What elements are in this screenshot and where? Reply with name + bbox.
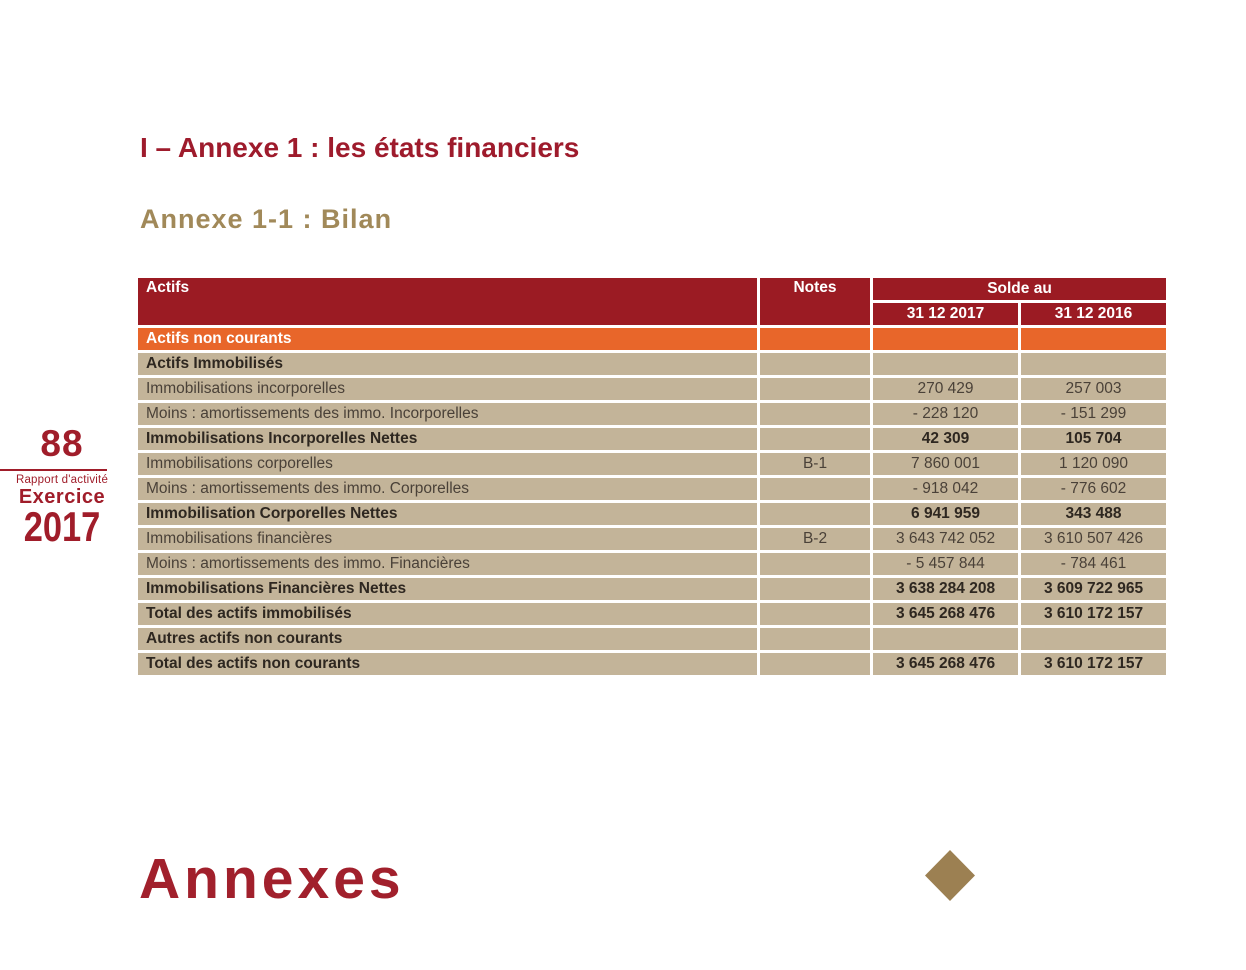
row-notes-cell <box>760 503 870 525</box>
report-year: 2017 <box>23 503 101 550</box>
row-value-2016-cell: - 784 461 <box>1021 553 1166 575</box>
table-row <box>138 503 1166 525</box>
row-label-cell: Immobilisations corporelles <box>138 453 757 475</box>
row-label-cell: Actifs Immobilisés <box>138 353 757 375</box>
row-value-2016-cell: 3 610 507 426 <box>1021 528 1166 550</box>
diamond-icon <box>925 850 975 901</box>
table-row <box>138 628 1166 650</box>
sidebar-divider <box>0 469 107 471</box>
row-notes-cell <box>760 578 870 600</box>
report-name: Rapport d'activité <box>15 474 109 486</box>
chapter-footer-title: Annexes <box>139 847 405 911</box>
row-label-cell: Immobilisation Corporelles Nettes <box>138 503 757 525</box>
row-notes-cell <box>760 628 870 650</box>
row-value-2016-cell: 257 003 <box>1021 378 1166 400</box>
row-value-2017-cell: 3 645 268 476 <box>873 653 1018 675</box>
row-label-cell: Actifs non courants <box>138 328 757 350</box>
row-notes-cell <box>760 603 870 625</box>
row-value-2017-cell: 42 309 <box>873 428 1018 450</box>
row-notes-cell <box>760 428 870 450</box>
row-value-2016-cell <box>1021 353 1166 375</box>
row-notes-cell <box>760 378 870 400</box>
column-header-notes: Notes <box>760 278 870 325</box>
row-value-2016-cell <box>1021 628 1166 650</box>
row-notes-cell: B-2 <box>760 528 870 550</box>
row-value-2017-cell: - 228 120 <box>873 403 1018 425</box>
page-margin-block <box>6 424 118 465</box>
row-value-2017-cell: 6 941 959 <box>873 503 1018 525</box>
column-header-actifs: Actifs <box>138 278 757 325</box>
row-value-2016-cell: 343 488 <box>1021 503 1166 525</box>
row-value-2016-cell: 3 610 172 157 <box>1021 653 1166 675</box>
report-identity-block <box>6 474 118 550</box>
row-value-2016-cell: 105 704 <box>1021 428 1166 450</box>
row-value-2017-cell <box>873 328 1018 350</box>
table-row <box>138 403 1166 425</box>
table-row <box>138 453 1166 475</box>
row-value-2017-cell <box>873 628 1018 650</box>
row-label-cell: Immobilisations incorporelles <box>138 378 757 400</box>
row-value-2016-cell: - 151 299 <box>1021 403 1166 425</box>
table-row <box>138 353 1166 375</box>
table-row <box>138 578 1166 600</box>
row-value-2016-cell: 3 609 722 965 <box>1021 578 1166 600</box>
row-label-cell: Moins : amortissements des immo. Incorporelles <box>138 403 757 425</box>
row-value-2017-cell: 3 638 284 208 <box>873 578 1018 600</box>
row-notes-cell <box>760 353 870 375</box>
bilan-table-header <box>138 278 1166 325</box>
row-label-cell: Total des actifs non courants <box>138 653 757 675</box>
column-header-date-2017: 31 12 2017 <box>873 303 1018 325</box>
row-label-cell: Moins : amortissements des immo. Financières <box>138 553 757 575</box>
table-row <box>138 528 1166 550</box>
row-value-2016-cell <box>1021 328 1166 350</box>
row-label-cell: Immobilisations Financières Nettes <box>138 578 757 600</box>
row-value-2017-cell: - 5 457 844 <box>873 553 1018 575</box>
row-value-2017-cell: 270 429 <box>873 378 1018 400</box>
report-exercice: Exercice <box>18 486 106 508</box>
column-header-date-2016: 31 12 2016 <box>1021 303 1166 325</box>
row-value-2017-cell: 3 645 268 476 <box>873 603 1018 625</box>
row-label-cell: Total des actifs immobilisés <box>138 603 757 625</box>
bilan-table <box>135 275 1169 678</box>
table-row <box>138 378 1166 400</box>
row-notes-cell <box>760 478 870 500</box>
row-value-2016-cell: 3 610 172 157 <box>1021 603 1166 625</box>
row-value-2016-cell: - 776 602 <box>1021 478 1166 500</box>
row-notes-cell: B-1 <box>760 453 870 475</box>
section-title: I – Annexe 1 : les états financiers <box>140 132 580 163</box>
row-value-2017-cell: 7 860 001 <box>873 453 1018 475</box>
row-label-cell: Immobilisations financières <box>138 528 757 550</box>
row-value-2017-cell <box>873 353 1018 375</box>
table-row <box>138 603 1166 625</box>
column-header-solde-au: Solde au <box>873 278 1166 300</box>
row-notes-cell <box>760 328 870 350</box>
table-row <box>138 553 1166 575</box>
row-value-2017-cell: 3 643 742 052 <box>873 528 1018 550</box>
row-notes-cell <box>760 403 870 425</box>
bilan-table-body <box>138 328 1166 675</box>
row-label-cell: Autres actifs non courants <box>138 628 757 650</box>
row-value-2017-cell: - 918 042 <box>873 478 1018 500</box>
page-number: 88 <box>40 423 84 464</box>
row-label-cell: Moins : amortissements des immo. Corporelles <box>138 478 757 500</box>
row-notes-cell <box>760 653 870 675</box>
header-row-1 <box>138 278 1166 300</box>
table-row <box>138 478 1166 500</box>
annex-subtitle: Annexe 1-1 : Bilan <box>140 204 393 234</box>
table-row <box>138 653 1166 675</box>
row-value-2016-cell: 1 120 090 <box>1021 453 1166 475</box>
table-row <box>138 328 1166 350</box>
row-notes-cell <box>760 553 870 575</box>
table-row <box>138 428 1166 450</box>
row-label-cell: Immobilisations Incorporelles Nettes <box>138 428 757 450</box>
